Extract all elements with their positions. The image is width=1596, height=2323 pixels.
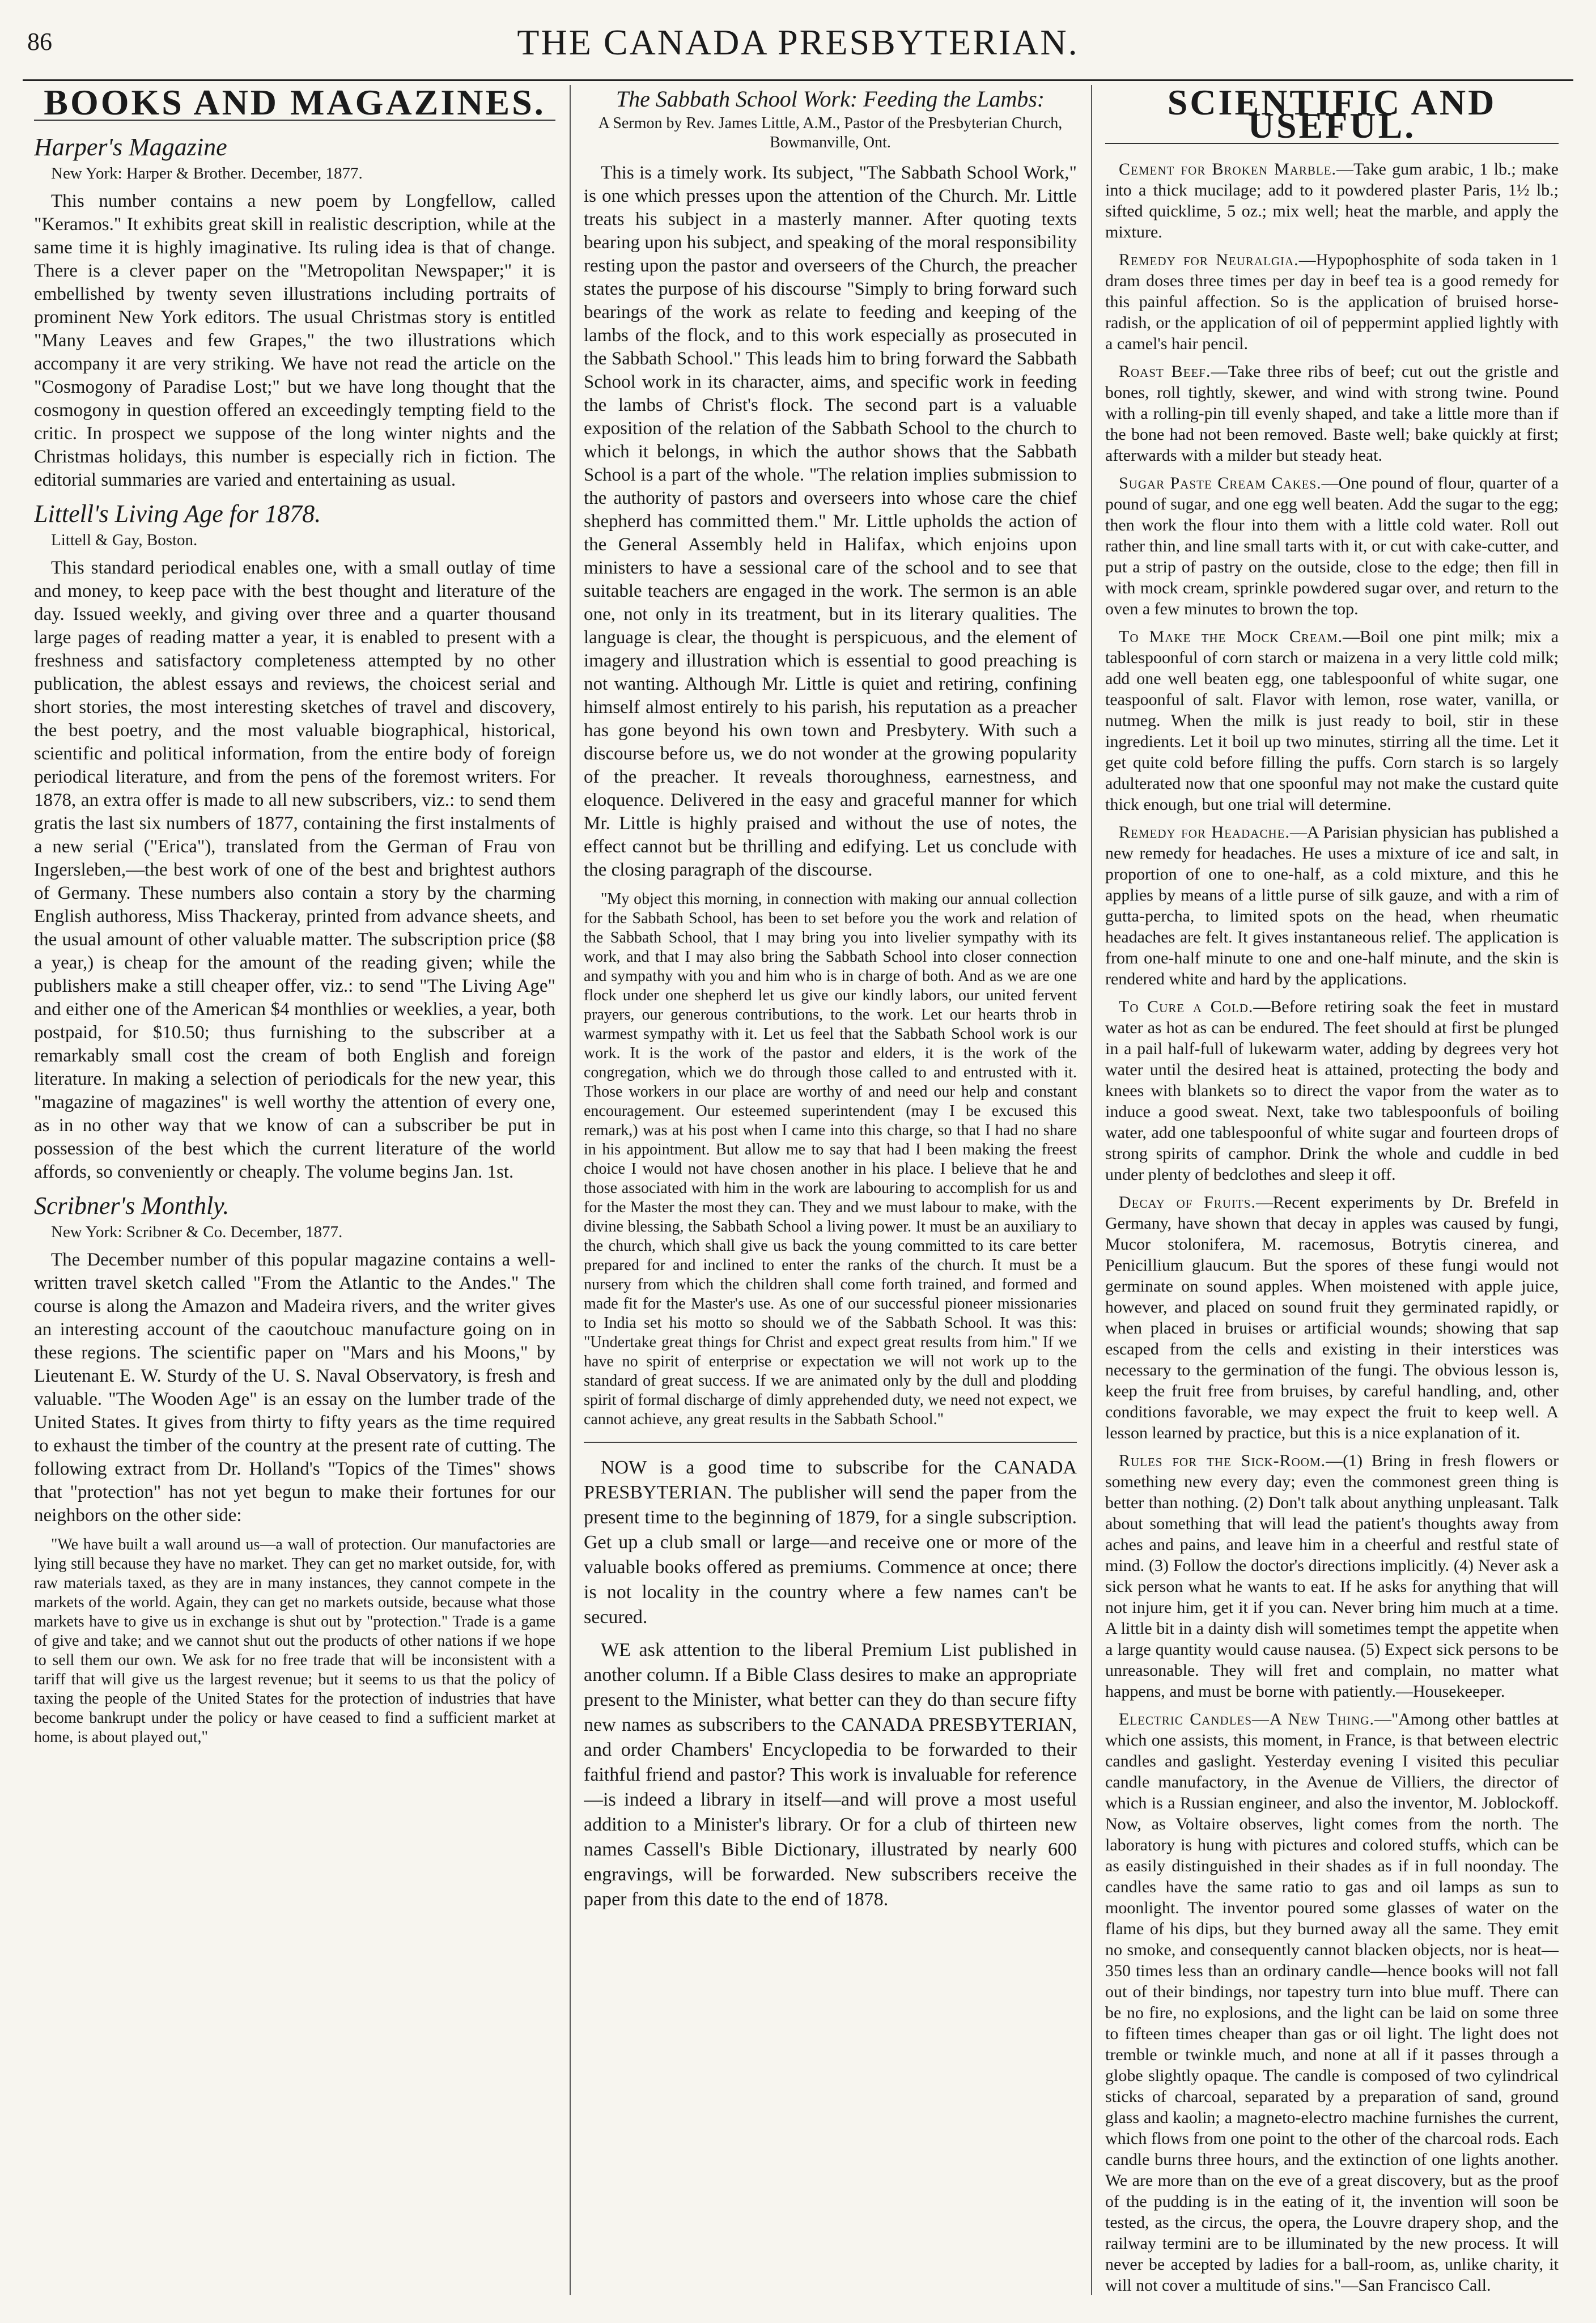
page-number: 86 bbox=[27, 28, 52, 56]
recipe-heading: Rules for the Sick-Room. bbox=[1119, 1451, 1326, 1470]
recipe-heading: Remedy for Neuralgia. bbox=[1119, 250, 1299, 269]
article-littells bbox=[34, 502, 555, 1184]
recipe-item bbox=[1105, 473, 1559, 619]
recipe-item bbox=[1105, 996, 1559, 1185]
article-title: Littell's Living Age for 1878. bbox=[34, 500, 321, 528]
recipe-text: —One pound of flour, quarter of a pound of sugar, and one egg well beaten. Add the sugar to the egg; then work the flour into them with a little cold water. Roll out rather thin, and line small tarts with it, or cut with cake-cutter, and put a strip of pastry on the outside, close to the edge; then fill in with mock cream, sprinkle powdered sugar over, and return to the oven a few minutes to brown the top. bbox=[1105, 474, 1559, 618]
article-imprint: New York: Harper & Brother. December, 1877. bbox=[51, 164, 363, 182]
recipe-heading: To Make the Mock Cream. bbox=[1119, 627, 1343, 646]
article-paragraph: This number contains a new poem by Longfellow, called "Keramos." It exhibits great skill in realistic description, while at the same time it is highly imaginative. Its ruling idea is that of change. There is a clever paper on the "Metropolitan Newspaper;" it is embellished by twenty seven illustrations including portraits of prominent New York editors. The usual Christmas story is entitled "Many Leaves and few Grapes," the two illustrations which accompany it are very striking. We have not read the article on the "Cosmogony of Paradise Lost;" but we have long thought that the cosmogony in question offered an exceedingly tempting field to the critic. In prospect we suppose of the long winter nights and the Christmas holidays, this number is especially rich in fiction. The editorial summaries are varied and entertaining as usual. bbox=[34, 191, 555, 490]
running-title: THE CANADA PRESBYTERIAN. bbox=[517, 22, 1079, 62]
recipe-heading: Decay of Fruits. bbox=[1119, 1193, 1256, 1212]
recipe-item bbox=[1105, 249, 1559, 354]
article-paragraph: This standard periodical enables one, with a small outlay of time and money, to keep pace with the best thought and literature of the day. Issued weekly, and giving over three and a quarter thousand large pages of reading matter a year, it is enabled to present with a freshness and satisfactory completeness attempted by no other publication, the ablest essays and reviews, the choicest serial and short stories, the most interesting sketches of travel and discovery, the best poetry, and the most valuable biographical, historical, scientific and political information, from the entire body of foreign periodical literature, and from the pens of the foremost writers. For 1878, an extra offer is made to all new subscribers, viz.: to send them gratis the last six numbers of 1877, containing the first instalments of a new serial ("Erica"), translated from the German of Frau von Ingersleben,—the best work of one of the best and brightest authors of Germany. These numbers also contain a story by the charming English authoress, Miss Thackeray, printed from advance sheets, and the usual amount of other valuable matter. The subscription price ($8 a year,) is cheap for the amount of the reading given; while the publishers make a still cheaper offer, viz.: to send "The Living Age" and either one of the American $4 monthlies or weeklies, a year, both postpaid, for $10.50; thus furnishing to the subscriber at a remarkably small cost the cream of both English and foreign literature. In making a selection of periodicals for the new year, this "magazine of magazines" is well worthy the attention of every one, as in no other way that we know of can a subscriber be put in possession of the best which the current literature of the world affords, so conveniently or cheaply. The volume begins Jan. 1st. bbox=[34, 558, 555, 1182]
recipe-heading: Electric Candles—A New Thing. bbox=[1119, 1710, 1374, 1729]
column-scientific-and-useful bbox=[1105, 85, 1559, 2301]
recipe-item bbox=[1105, 626, 1559, 815]
recipe-text: —Boil one pint milk; mix a tablespoonful of corn starch or maizena in a very little cold milk; add one well beaten egg, one tablespoonful of white sugar, one teaspoonful of salt. Flavor with lemon, rose water, vanilla, or nutmeg. When the milk is just ready to boil, stir in these ingredients. Let it boil up two minutes, stirring all the time. Let it get quite cold before filling the puffs. Corn starch is so largely adulterated now that one spoonful may not make the custard quite thick enough, but one trial will determine. bbox=[1105, 627, 1559, 814]
article-paragraph: The December number of this popular magazine contains a well-written travel sketch called "From the Atlantic to the Andes." The course is along the Amazon and Madeira rivers, and the writer gives an interesting account of the caoutchouc manufacture going on in these regions. The scientific paper on "Mars and his Moons," by Lieutenant E. W. Sturdy of the U. S. Naval Observatory, is fresh and valuable. "The Wooden Age" is an essay on the lumber trade of the United States. It gives from thirty to fifty years as the time required to exhaust the timber of the country at the present rate of cutting. The following extract from Dr. Holland's "Topics of the Times" shows that "protection" has not yet begun to make their fortunes for our neighbors on the other side: bbox=[34, 1250, 555, 1526]
recipe-heading: Cement for Broken Marble. bbox=[1119, 160, 1337, 179]
notice-paragraph: WE ask attention to the liberal Premium List published in another column. If a Bible Class desires to make an appropriate present to the Minister, what better can they do than secure fifty new names as subscribers to the CANADA PRESBYTERIAN, and order Chambers' Encyclopedia to be forwarded to their faithful friend and pastor? This work is invaluable for reference—is indeed a library in itself—and will prove a most useful addition to a Minister's library. Or for a club of thirteen new names Cassell's Bible Dictionary, illustrated by nearly 600 engravings, will be forwarded. New subscribers receive the paper from this date to the end of 1878. bbox=[584, 1640, 1077, 1910]
sermon-quote: "My object this morning, in connection with making our annual collection for the Sabbath School, has been to set before you the work and relation of the Sabbath School, that I may bring you into livelier sympathy with its work, and that I may also bring the Sabbath School into closer connection and sympathy with you and him who is in charge of both. And as we are one flock under one shepherd let us give our kindly labors, our united fervent prayers, our generous contributions, to the work. Let our hearts throb in warmest sympathy with it. Let us feel that the Sabbath School work is our work. It is the work of the pastor and elders, it is the work of the congregation, which we do through those called to and entrusted with it. Those workers in our place are worthy of and need our help and constant encouragement. Our esteemed superintendent (may I be excused this remark,) was at his post when I came into this charge, so that I had no share in his appointment. But allow me to say that had I been making the freest choice I would not have chosen another in his place. I believe that he and those associated with him in the work are labouring to accomplish for us and for the Master the most they can. They and we must labour to make, with the divine blessing, the Sabbath School a living power. It must be an auxiliary to the church, which shall give us back the young committed to its care better prepared for and inclined to enter the ranks of the church. It must be a nursery from which the children shall come forth trained, and formed and made fit for the Master's use. As one of our successful pioneer missionaries to India set his motto so should we of the Sabbath School. It was this: "Undertake great things for Christ and expect great results from him." If we have no spirit of enterprise or expectation we will not work up to the standard of great success. If we are animated only by the dull and plodding spirit of formal discharge of dimly apprehended duty, we need not expect, we cannot achieve, any great results in the Sabbath School." bbox=[584, 890, 1077, 1428]
sermon-title: The Sabbath School Work: Feeding the Lambs: bbox=[616, 86, 1045, 112]
article-title: Harper's Magazine bbox=[34, 133, 227, 161]
recipe-text: —Take gum arabic, 1 lb.; make into a thick mucilage; add to it powdered plaster Paris, 1½ lb.; sifted quicklime, 5 oz.; mix well; heat the marble, and apply the mixture. bbox=[1105, 160, 1559, 241]
recipe-text: —(1) Bring in fresh flowers or something new every day; even the commonest green thing is better than nothing. (2) Don't talk about anything unpleasant. Talk about something that will lead the patient's thoughts away from aches and pains, and leave him in a cheerful and restful state of mind. (3) Follow the doctor's directions implicitly. (4) Never ask a sick person what he wants to eat. If he asks for anything that will not injure him, get it if you can. Never bring him much at a time. A little bit in a dainty dish will sometimes tempt the appetite when a large quantity would cause nausea. (5) Expect sick persons to be unreasonable. They will fret and complain, no matter what happens, and must be borne with patiently.—Housekeeper. bbox=[1105, 1451, 1559, 1701]
sermon-byline: A Sermon by Rev. James Little, A.M., Pastor of the Presbyterian Church, Bowmanville, Ont. bbox=[598, 114, 1063, 151]
article-imprint: New York: Scribner & Co. December, 1877. bbox=[51, 1223, 343, 1241]
article-imprint: Littell & Gay, Boston. bbox=[51, 531, 198, 549]
recipe-heading: Roast Beef. bbox=[1119, 362, 1211, 381]
recipe-item bbox=[1105, 1192, 1559, 1443]
notice-paragraph: NOW is a good time to subscribe for the CANADA PRESBYTERIAN. The publisher will send the paper from the present time to the beginning of 1879, for a single subscription. Get up a club small or large—and receive one or more of the valuable books offered as premiums. Commence at once; there is not locality in the country where a few names can't be secured. bbox=[584, 1457, 1077, 1628]
sermon-review-paragraph: This is a timely work. Its subject, "The Sabbath School Work," is one which presses upon the attention of the Church. Mr. Little treats his subject in a masterly manner. After quoting texts bearing upon his subject, and speaking of the moral responsibility resting upon the pastor and overseers of the Church, the preacher states the purpose of his discourse "Simply to bring forward such bearings of the work as relate to feeding and keeping of the lambs of the flock, and to this work especially as prosecuted in the Sabbath School." This leads him to bring forward the Sabbath School work in its character, aims, and specific work in feeding the lambs of Christ's flock. The second part is a valuable exposition of the relation of the Sabbath School to the church to which it belongs, in which the author shows that the Sabbath School is a part of the whole. "The relation implies submission to the authority of pastors and overseers into whose care the chief shepherd has committed them." Mr. Little upholds the action of the General Assembly held in Halifax, which enjoins upon ministers to have a sessional care of the school and to see that suitable teachers are engaged in the work. The sermon is an able one, not only in its treatment, but in its literary qualities. The language is clear, the thought is perspicuous, and the element of imagery and illustration which is essential to good preaching is not wanting. Although Mr. Little is quiet and retiring, confining himself almost entirely to his parish, his reputation as a preacher has gone beyond his own town and Presbytery. With such a discourse before us, we do not wonder at the growing popularity of the preacher. It reveals thoroughness, earnestness, and eloquence. Delivered in the easy and graceful manner for which Mr. Little is highly praised and without the use of notes, the effect cannot but be thrilling and edifying. Let us conclude with the closing paragraph of the discourse. bbox=[584, 163, 1077, 880]
column-rule bbox=[1091, 85, 1092, 2295]
article-quote: "We have built a wall around us—a wall of protection. Our manufactories are lying still because they have no market. They can get no market outside, for, with raw materials taxed, as they are in many instances, they cannot compete in the markets of the world. Again, they can get no markets outside, because what those markets have to give us in exchange is shut out by "protection." Trade is a game of give and take; and we cannot shut out the products of other nations if we hope to sell them our own. We ask for no free trade that will be inconsistent with a tariff that will give us the largest revenue; but it seems to us that the policy of taxing the people of the United States for the protection of industries that have become bankrupt under the policy or have ceased to find a sufficient market at home, is about played out," bbox=[34, 1536, 555, 1746]
recipe-heading: Sugar Paste Cream Cakes. bbox=[1119, 474, 1322, 492]
recipe-item bbox=[1105, 361, 1559, 466]
column-sermon bbox=[584, 85, 1077, 2301]
subscription-notices bbox=[584, 1455, 1077, 1912]
recipe-item bbox=[1105, 1450, 1559, 1702]
section-title: SCIENTIFIC AND USEFUL. bbox=[1105, 91, 1559, 144]
recipe-text: —A Parisian physician has published a new remedy for headaches. He uses a mixture of ice and salt, in proportion of one to one-half, as a cold mixture, and this he applies by means of a little purse of silk gauze, and with a rim of gutta-percha, to limited spots on the head, when rheumatic headaches are felt. It gives instantaneous relief. The application is from one-half minute to one and one-half minute, and the skin is rendered white and hard by the applications. bbox=[1105, 823, 1559, 988]
recipe-list bbox=[1105, 159, 1559, 2296]
recipe-heading: Remedy for Headache. bbox=[1119, 823, 1290, 842]
recipe-text: —Before retiring soak the feet in mustard water as hot as can be endured. The feet should at first be plunged in a pail half-full of lukewarm water, adding by degrees very hot water until the desired heat is attained, protecting the body and knees with blankets so to direct the vapor from the water as to induce a good sweat. Next, take two tablespoonfuls of boiling water, add one tablespoonful of white sugar and fourteen drops of strong spirits of camphor. Drink the whole and cuddle in bed under plenty of bedclothes and sleep it off. bbox=[1105, 997, 1559, 1184]
recipe-item bbox=[1105, 1709, 1559, 2296]
article-harpers bbox=[34, 135, 555, 492]
recipe-item bbox=[1105, 159, 1559, 243]
recipe-text: —Recent experiments by Dr. Brefeld in Germany, have shown that decay in apples was caused by fungi, Mucor stolonifera, M. racemosus, Botrytis cinerea, and Penicillium glaucum. But the spores of these fungi would not germinate on sound apples. When moistened with apple juice, however, and placed on sound fruit they germinated rapidly, or when placed in bruises or artificial wounds; showing that sap escaped from the cells and existing in their interstices was necessary to the germination of the fungi. The obvious lesson is, keep the fruit free from bruises, by careful handling, and, other conditions favorable, we may expect the fruit to keep well. A lesson learned by practice, but this is a nice explanation of it. bbox=[1105, 1193, 1559, 1442]
divider bbox=[584, 1442, 1077, 1443]
article-scribners bbox=[34, 1194, 555, 1747]
recipe-text: —Hypophosphite of soda taken in 1 dram doses three times per day in beef tea is a good remedy for this painful affection. So is the application of bruised horse-radish, or the application of oil of peppermint applied lightly with a camel's hair pencil. bbox=[1105, 250, 1559, 353]
article-title: Scribner's Monthly. bbox=[34, 1192, 230, 1220]
recipe-item bbox=[1105, 822, 1559, 989]
column-books-and-magazines bbox=[34, 85, 555, 2301]
column-rule bbox=[570, 85, 571, 2295]
recipe-heading: To Cure a Cold. bbox=[1119, 997, 1254, 1016]
recipe-text: —Take three ribs of beef; cut out the gristle and bones, roll tightly, skewer, and wind with strong twine. Pound with a rolling-pin till evenly shaped, and take a little more than if the bone had not been removed. Baste well; bake quickly at first; afterwards with a milder but steady heat. bbox=[1105, 362, 1559, 465]
page-header bbox=[23, 11, 1573, 81]
section-title: BOOKS AND MAGAZINES. bbox=[34, 91, 555, 121]
recipe-text: —"Among other battles at which one assists, this moment, in France, is that between electric candles and gaslight. Yesterday evening I visited this peculiar candle manufactory, in the Avenue de Villiers, the director of which is a Russian engineer, and also the inventor, M. Joblockoff. Now, as Voltaire observes, light comes from the north. The laboratory is hung with pictures and colored stuffs, which can be as easily distinguished in their shades as if in full noonday. The candles have the same ratio to gas and oil lamps as sun to moonlight. The inventor poured some glasses of water on the flame of his dips, but they burned away all the same. They emit no smoke, and consequently cannot blacken objects, nor is heat—350 times less than an ordinary candle—hence books will not fall out of their bindings, nor tapestry turn into blue muff. There can be no fire, no explosions, and the light can be laid on some three to fifteen times cheaper than gas or oil light. The light does not tremble or twinkle much, and none at all if it passes through a globe slightly opaque. The candle is composed of two cylindrical sticks of charcoal, separated by a preparation of sand, ground glass and kaolin; a magneto-electro machine furnishes the current, which flows from one point to the other of the charcoal rods. Each candle burns three hours, and the extinction of one lights another. We are more than on the eve of a great discovery, but as the proof of the pudding is in the eating of it, the invention will soon be tested, as the circus, the opera, the Louvre drapery shop, and the railway termini are to be illuminated by the new process. It will never be accepted by ladies for a ball-room, as, unlike charity, it will not cover a multitude of sins."—San Francisco Call. bbox=[1105, 1710, 1559, 2295]
